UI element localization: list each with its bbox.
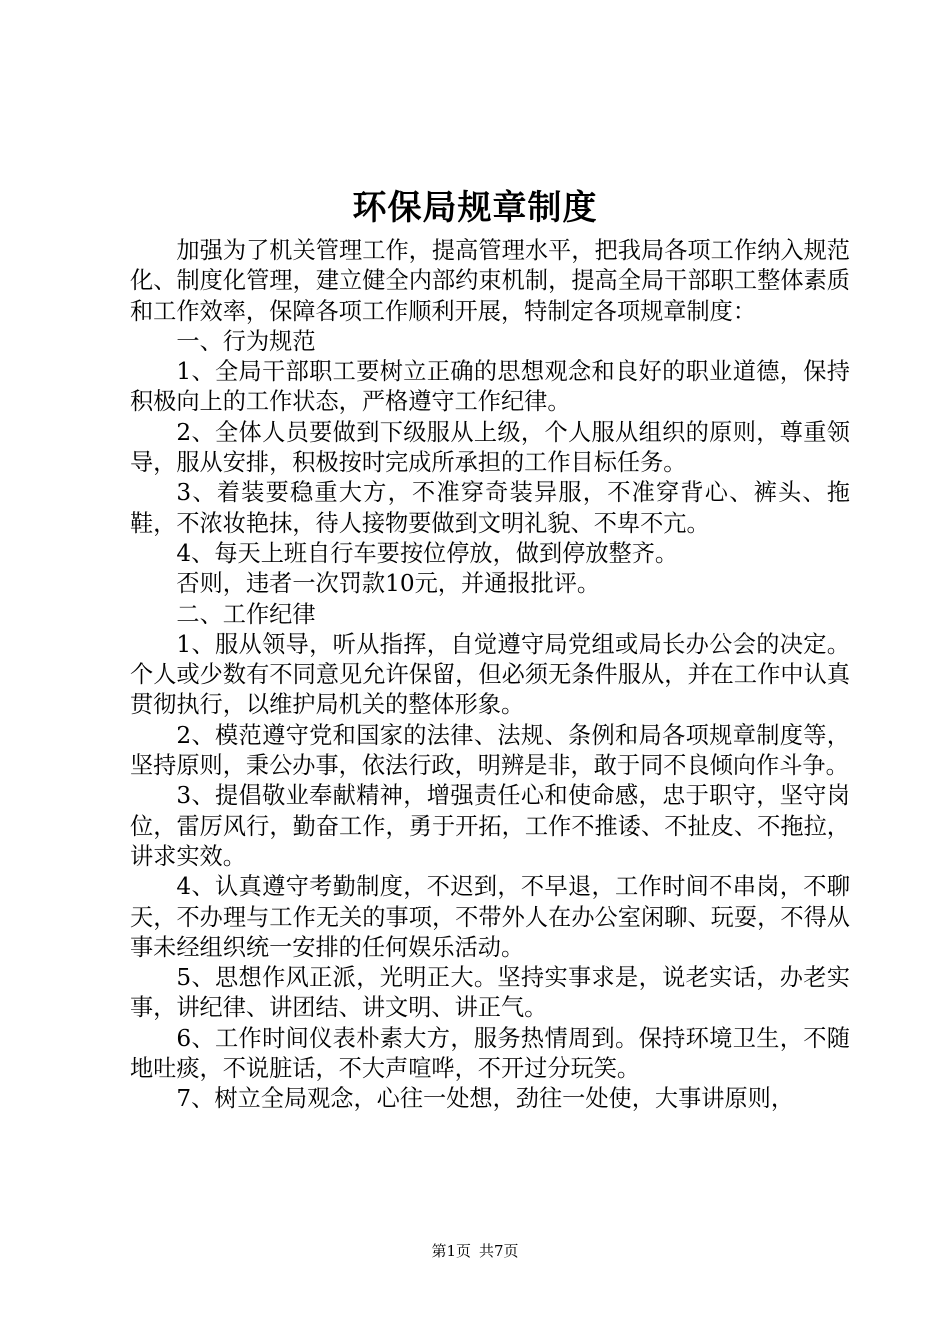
paragraph: 3、着装要稳重大方，不准穿奇装异服，不准穿背心、裤头、拖鞋，不浓妆艳抹，待人接物要做到文明礼貌、不卑不亢。	[130, 479, 850, 537]
paragraph: 2、模范遵守党和国家的法律、法规、条例和局各项规章制度等，坚持原则，秉公办事，依法行政，明辨是非，敢于同不良倾向作斗争。	[130, 721, 850, 780]
paragraph: 2、全体人员要做到下级服从上级，个人服从组织的原则，尊重领导，服从安排，积极按时完成所承担的工作目标任务。	[130, 418, 850, 477]
page-footer	[0, 1240, 950, 1262]
section-heading: 一、行为规范	[176, 327, 316, 355]
paragraph: 6、工作时间仪表朴素大方，服务热情周到。保持环境卫生，不随地吐痰，不说脏话，不大声喧哗，不开过分玩笑。	[130, 1024, 850, 1083]
section-heading: 二、工作纪律	[176, 600, 316, 628]
paragraph: 4、认真遵守考勤制度，不迟到，不早退，工作时间不串岗，不聊天，不办理与工作无关的事项，不带外人在办公室闲聊、玩耍，不得从事未经组织统一安排的任何娱乐活动。	[130, 873, 850, 961]
paragraph: 1、服从领导，听从指挥，自觉遵守局党组或局长办公会的决定。个人或少数有不同意见允许保留，但必须无条件服从，并在工作中认真贯彻执行，以维护局机关的整体形象。	[130, 630, 850, 719]
paragraph: 否则，违者一次罚款10元，并通报批评。	[176, 570, 601, 598]
paragraph: 4、每天上班自行车要按位停放，做到停放整齐。	[176, 539, 679, 567]
paragraph: 3、提倡敬业奉献精神，增强责任心和使命感，忠于职守，坚守岗位，雷厉风行，勤奋工作，勇于开拓，工作不推诿、不扯皮、不拖拉，讲求实效。	[130, 782, 850, 870]
page-number-current: 第1页	[431, 1242, 471, 1260]
paragraph: 7、树立全局观念，心往一处想，劲往一处使，大事讲原则，	[176, 1085, 795, 1113]
document-body	[130, 236, 850, 1115]
paragraph: 5、思想作风正派，光明正大。坚持实事求是，说老实话，办老实事，讲纪律、讲团结、讲文明、讲正气。	[130, 964, 850, 1022]
document-title: 环保局规章制度	[352, 188, 598, 228]
page-number-total: 共7页	[479, 1242, 519, 1260]
paragraph: 1、全局干部职工要树立正确的思想观念和良好的职业道德，保持积极向上的工作状态，严格遵守工作纪律。	[130, 358, 850, 416]
intro-paragraph: 加强为了机关管理工作，提高管理水平，把我局各项工作纳入规范化、制度化管理，建立健全内部约束机制，提高全局干部职工整体素质和工作效率，保障各项工作顺利开展，特制定各项规章制度：	[130, 237, 850, 325]
